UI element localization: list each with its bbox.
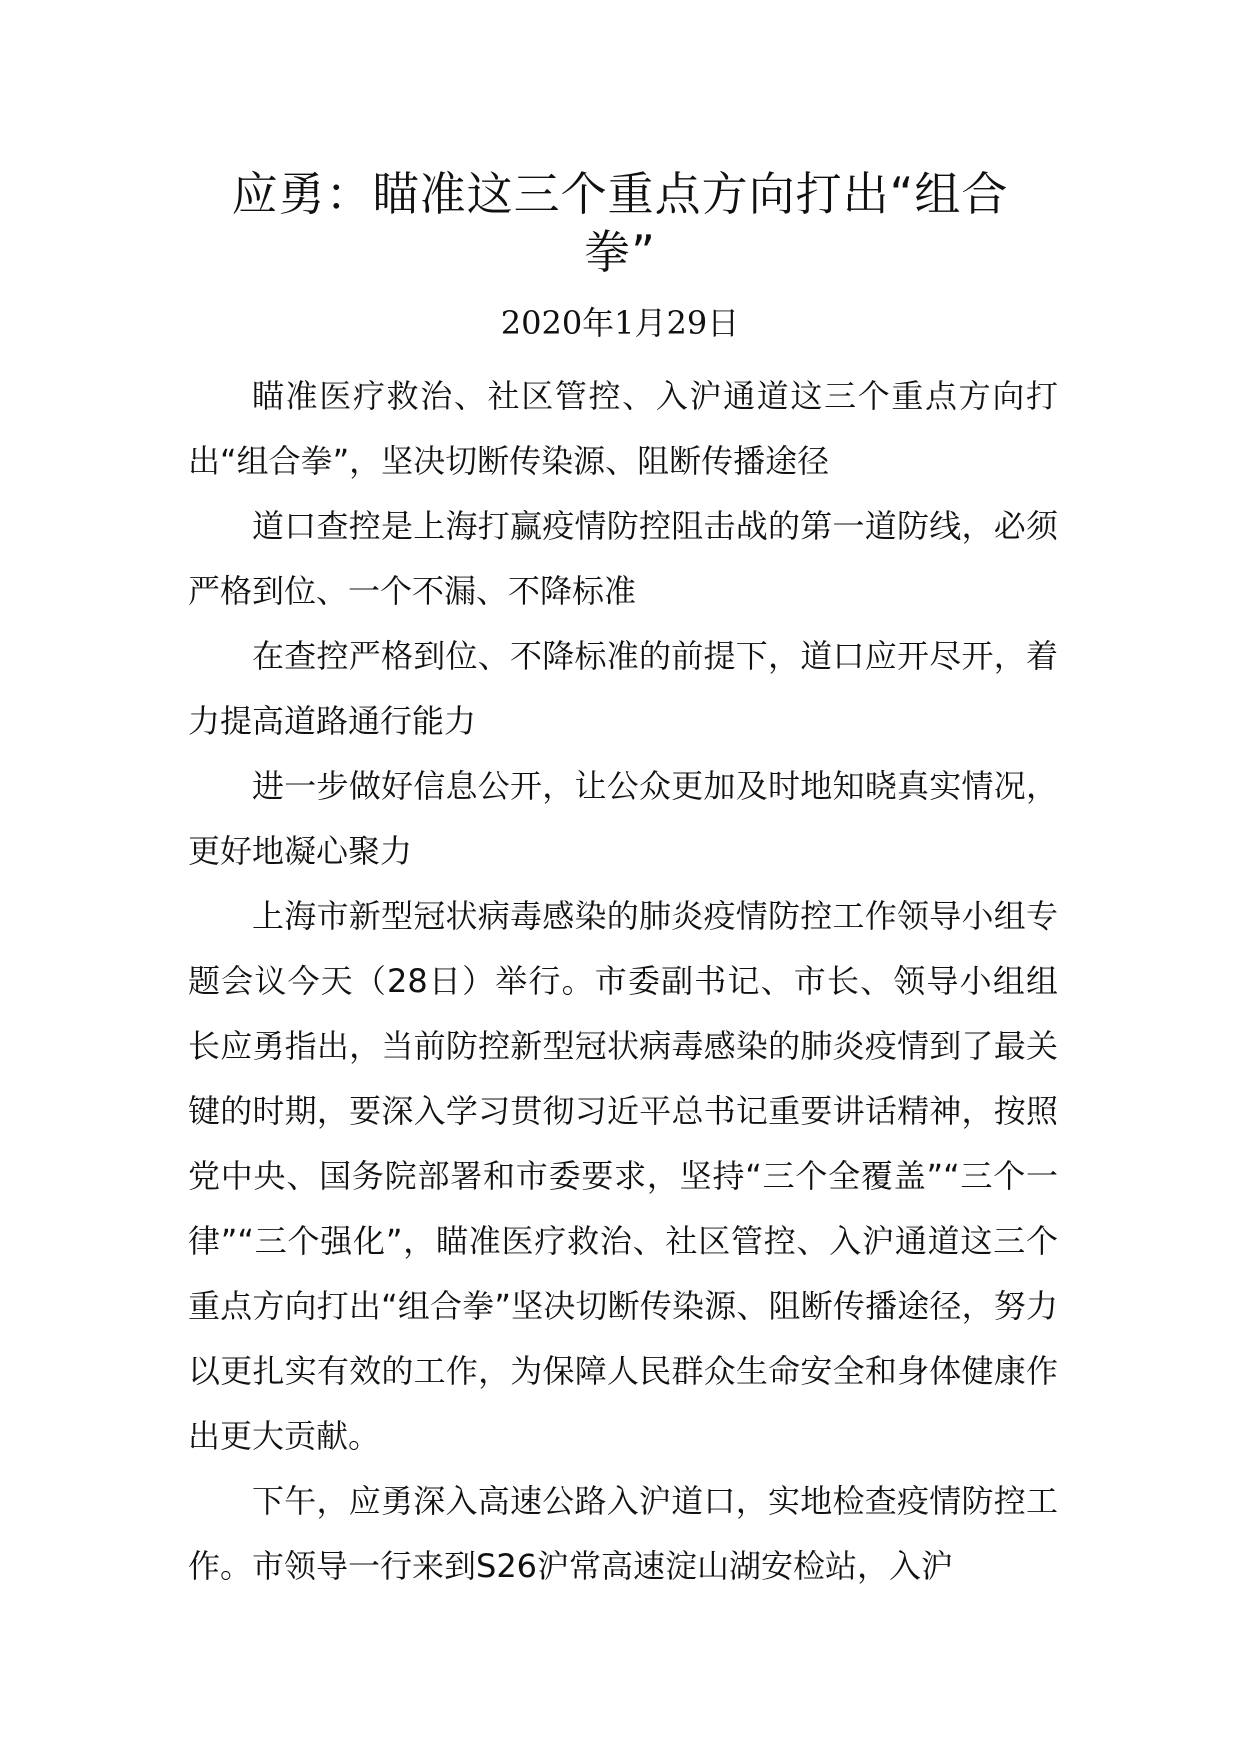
document-date: 2020年1月29日 [500,304,740,342]
paragraph-3: 在查控严格到位、不降标准的前提下，道口应开尽开，着力提高道路通行能力 [188,637,1058,740]
document-body [188,364,1058,1599]
paragraph-1: 瞄准医疗救治、社区管控、入沪通道这三个重点方向打出“组合拳”，坚决切断传染源、阻断传播途径 [188,377,1058,480]
paragraph-5: 上海市新型冠状病毒感染的肺炎疫情防控工作领导小组专题会议今天（28日）举行。市委副书记、市长、领导小组组长应勇指出，当前防控新型冠状病毒感染的肺炎疫情到了最关键的时期，要深入学习贯彻习近平总书记重要讲话精神，按照党中央、国务院部署和市委要求，坚持“三个全覆盖”“三个一律”“三个强化”，瞄准医疗救治、社区管控、入沪通道这三个重点方向打出“组合拳”坚决切断传染源、阻断传播途径，努力以更扎实有效的工作，为保障人民群众生命安全和身体健康作出更大贡献。 [188,897,1058,1455]
paragraph-2: 道口查控是上海打赢疫情防控阻击战的第一道防线，必须严格到位、一个不漏、不降标准 [188,507,1058,610]
document-title: 应勇：瞄准这三个重点方向打出“组合拳” [231,167,1009,279]
paragraph-6: 下午，应勇深入高速公路入沪道口，实地检查疫情防控工作。市领导一行来到S26沪常高速淀山湖安检站，入沪 [188,1482,1058,1585]
paragraph-4: 进一步做好信息公开，让公众更加及时地知晓真实情况，更好地凝心聚力 [188,767,1058,870]
